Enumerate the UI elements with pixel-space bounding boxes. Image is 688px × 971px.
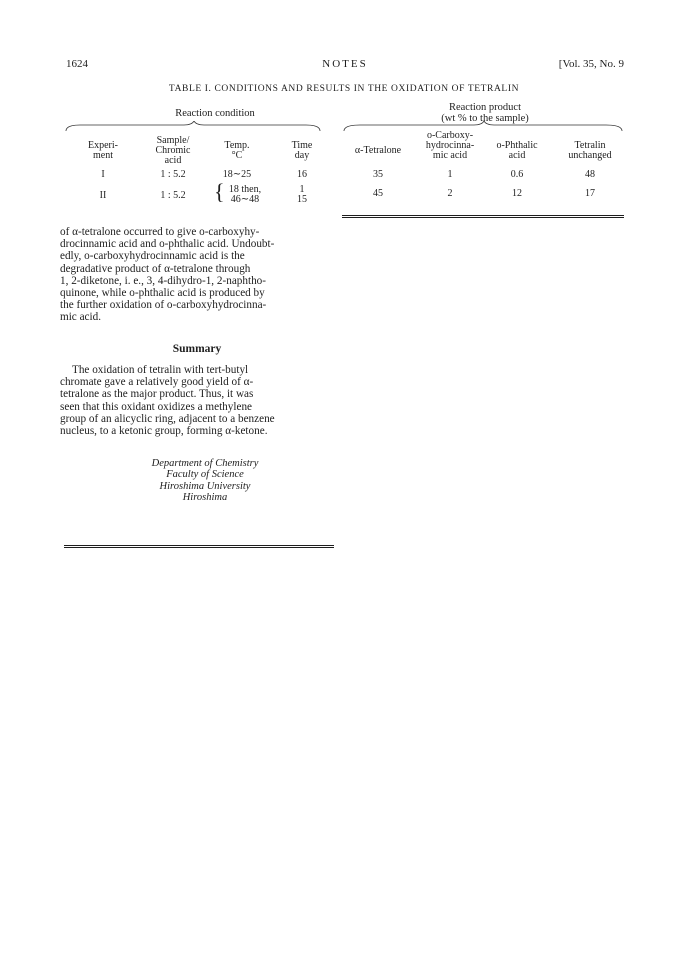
col-header-phthalic: [486, 141, 548, 161]
summary-line: nucleus, to a ketonic group, forming α-ketone.: [60, 425, 268, 438]
temp-brace-icon: {: [214, 179, 225, 204]
col-header-tetralin: [558, 141, 622, 161]
body-line: quinone, while o-phthalic acid is produced by: [60, 287, 265, 300]
cell-r1-sample: 1 : 5.2: [160, 169, 186, 180]
cell-r2-tetralin: 17: [585, 188, 595, 199]
body-paragraph: [60, 226, 334, 324]
running-header: [66, 58, 624, 74]
col-header-time-l2: day: [294, 150, 310, 161]
summary-line: The oxidation of tetralin with tert-butyl: [72, 364, 249, 376]
group-brace-condition: [64, 121, 322, 133]
summary-paragraph: [60, 364, 334, 437]
col-header-phthalic-l2: acid: [508, 150, 526, 161]
cell-r2-sample: 1 : 5.2: [160, 190, 186, 201]
summary-line: tetralone as the major product. Thus, it was: [60, 388, 254, 401]
summary-line: seen that this oxidant oxidizes a methylene: [60, 400, 253, 413]
affiliation-department: Department of Chemistry: [151, 458, 259, 469]
cell-r2-tetralone: 45: [373, 188, 383, 199]
body-line: mic acid.: [60, 311, 102, 324]
body-line: drocinnamic acid and o-phthalic acid. Undoubt-: [60, 238, 275, 251]
cell-r2-experiment: II: [99, 190, 107, 201]
col-header-carboxy: [414, 131, 486, 161]
col-header-phthalic-l1: o-Phthalic: [496, 140, 538, 151]
cell-r2-carboxy: 2: [447, 188, 453, 199]
product-heading-line1: Reaction product: [448, 102, 522, 113]
page-number: 1624: [66, 58, 88, 70]
col-header-tetralin-l1: Tetralin: [574, 140, 606, 151]
cell-r2-time-l1: 1: [299, 184, 305, 195]
body-line: the further oxidation of o-carboxyhydrocinna-: [60, 299, 267, 312]
body-line: degradative product of α-tetralone through: [60, 262, 251, 275]
col-header-carboxy-l1: o-Carboxy-: [426, 130, 474, 141]
cell-r2-phthalic: 12: [512, 188, 522, 199]
col-header-temp: [212, 141, 262, 161]
col-header-tetralone: [344, 146, 412, 156]
cell-r2-temp: [222, 185, 268, 205]
summary-line: chromate gave a relatively good yield of α-: [60, 376, 254, 389]
cell-r2-temp-l2: 46∼48: [230, 194, 260, 205]
table-bottom-rule: [342, 215, 624, 216]
affiliation-city: Hiroshima: [182, 491, 228, 503]
body-line: of α-tetralone occurred to give o-carboxyhy-: [60, 226, 260, 238]
product-heading-line2: (wt % to the sample): [441, 113, 529, 124]
summary-heading: Summary: [172, 343, 222, 355]
cell-r2-time: [282, 185, 322, 205]
table-caption: TABLE I. CONDITIONS AND RESULTS IN THE OXIDATION OF TETRALIN: [168, 84, 520, 94]
column-end-rule: [64, 545, 334, 546]
table-bottom-rule-2: [342, 217, 624, 218]
cell-r2-time-l2: 15: [297, 194, 307, 205]
col-header-time-l1: Time: [291, 140, 313, 151]
col-header-experiment-l1: Experi-: [88, 140, 118, 151]
affiliation-block: [120, 458, 394, 503]
cell-r1-tetralin: 48: [585, 169, 595, 180]
cell-r1-phthalic: 0.6: [510, 169, 524, 180]
cell-r1-experiment: I: [101, 169, 105, 180]
col-header-carboxy-l2: hydrocinna-: [425, 140, 475, 151]
col-header-carboxy-l3: mic acid: [432, 150, 468, 161]
body-line: edly, o-carboxyhydrocinnamic acid is the: [60, 250, 245, 263]
col-header-sample-l2: Chromic: [155, 145, 191, 156]
summary-line: group of an alicyclic ring, adjacent to a benzene: [60, 412, 275, 425]
col-header-temp-l1: Temp.: [224, 140, 250, 151]
affiliation-university: Hiroshima University: [159, 480, 251, 492]
col-header-experiment: [78, 141, 128, 161]
cell-r2-temp-l1: 18 then,: [228, 184, 262, 195]
cell-r1-time: 16: [297, 169, 307, 180]
cell-r1-tetralone: 35: [373, 169, 383, 180]
column-end-rule-2: [64, 547, 334, 548]
col-header-experiment-l2: ment: [93, 150, 113, 161]
col-header-tetralone-l1: α-Tetralone: [354, 145, 402, 156]
body-line: 1, 2-diketone, i. e., 3, 4-dihydro-1, 2-naphtho-: [60, 274, 266, 287]
col-header-tetralin-l2: unchanged: [568, 150, 612, 161]
section-title: NOTES: [322, 58, 368, 70]
col-header-time: [282, 141, 322, 161]
col-header-sample-l1: Sample/: [156, 135, 190, 146]
col-header-sample: [140, 136, 206, 166]
col-header-temp-l2: °C: [231, 150, 243, 161]
cell-r1-carboxy: 1: [447, 169, 453, 180]
col-header-sample-l3: acid: [164, 155, 182, 166]
cell-r1-temp: 18∼25: [222, 169, 252, 180]
volume-info: [Vol. 35, No. 9: [558, 58, 624, 70]
affiliation-faculty: Faculty of Science: [166, 469, 244, 481]
group-heading-condition: Reaction condition: [175, 108, 255, 119]
